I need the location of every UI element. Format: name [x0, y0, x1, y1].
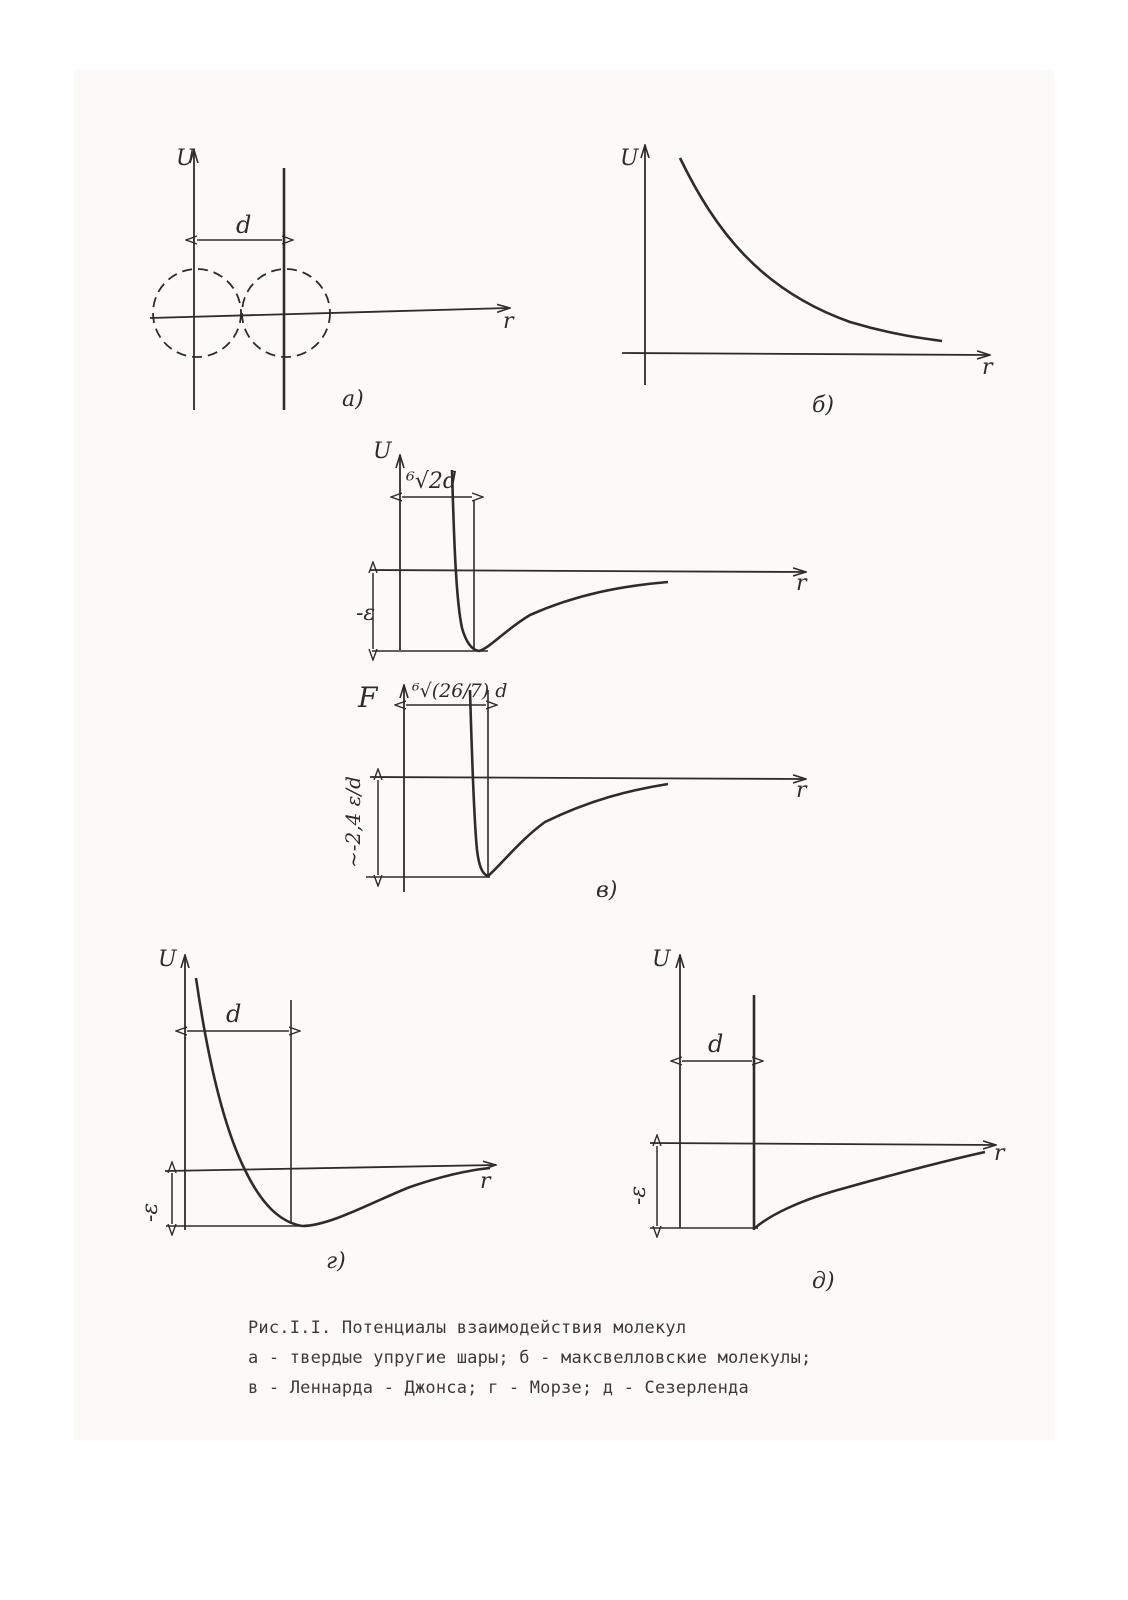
panel-d-potential-curve [755, 1152, 985, 1228]
panel-a-u-label: U [176, 146, 195, 171]
panel-v-force-curve [470, 690, 668, 876]
panel-b-r-axis [622, 353, 990, 355]
panel-v-lennard-jones-potential [356, 439, 808, 651]
panel-d-sutherland [626, 947, 1006, 1294]
panel-d-r-label: r [994, 1141, 1005, 1166]
panel-v-caption-label: в) [596, 878, 618, 903]
panel-d-r-axis [650, 1143, 996, 1145]
panel-v-sixth-root-2d-label: ⁶√2d [406, 469, 457, 494]
panel-g-r-label: r [480, 1169, 491, 1194]
panel-a-hard-spheres [150, 146, 515, 412]
panel-g-r-axis [165, 1165, 496, 1171]
panel-a-caption-label: а) [342, 387, 364, 412]
panel-v-force-r-axis [370, 777, 806, 779]
panel-a-d-label: d [236, 211, 252, 239]
panel-v-sixth-root-26-7d-label: ⁶√(26/7) d [412, 680, 508, 702]
panel-v-minus-epsilon-label: -ε [356, 601, 376, 626]
panel-v-lennard-jones-force [341, 680, 808, 903]
panel-v-potential-curve [452, 470, 668, 651]
panel-d-d-label: d [708, 1030, 724, 1058]
figure-caption-title: Рис.I.I. Потенциалы взаимодействия молекул [248, 1318, 687, 1338]
panel-g-morse [138, 947, 496, 1274]
panel-a-sphere-left [153, 269, 241, 357]
panel-v-force-r-label: r [796, 778, 807, 803]
panel-v-f-label: F [358, 681, 378, 714]
panel-g-caption-label: г) [326, 1249, 346, 1274]
panel-v-u-label: U [373, 439, 392, 464]
panel-g-d-label: d [226, 1000, 242, 1028]
panel-b-r-label: r [982, 355, 993, 380]
panel-b-potential-curve [680, 158, 942, 341]
panel-v-r-axis [370, 570, 806, 572]
panel-v-force-depth-label: ~-2,4 ε/d [341, 776, 365, 868]
panel-g-minus-epsilon-label: -ε [138, 1202, 163, 1222]
figure-caption-line-3: в - Леннарда - Джонса; г - Морзе; д - Сезерленда [248, 1378, 749, 1398]
panel-d-u-label: U [652, 947, 671, 972]
panel-b-u-label: U [620, 146, 639, 171]
panel-v-r-label: r [796, 571, 807, 596]
figure-caption-line-2: а - твердые упругие шары; б - максвелловские молекулы; [248, 1348, 812, 1368]
panel-d-minus-epsilon-label: -ε [626, 1185, 651, 1205]
panel-a-r-label: r [503, 309, 514, 334]
panel-g-u-label: U [158, 947, 177, 972]
panel-b-maxwell [620, 145, 994, 418]
panel-d-caption-label: д) [812, 1269, 835, 1294]
panel-b-caption-label: б) [812, 393, 835, 418]
